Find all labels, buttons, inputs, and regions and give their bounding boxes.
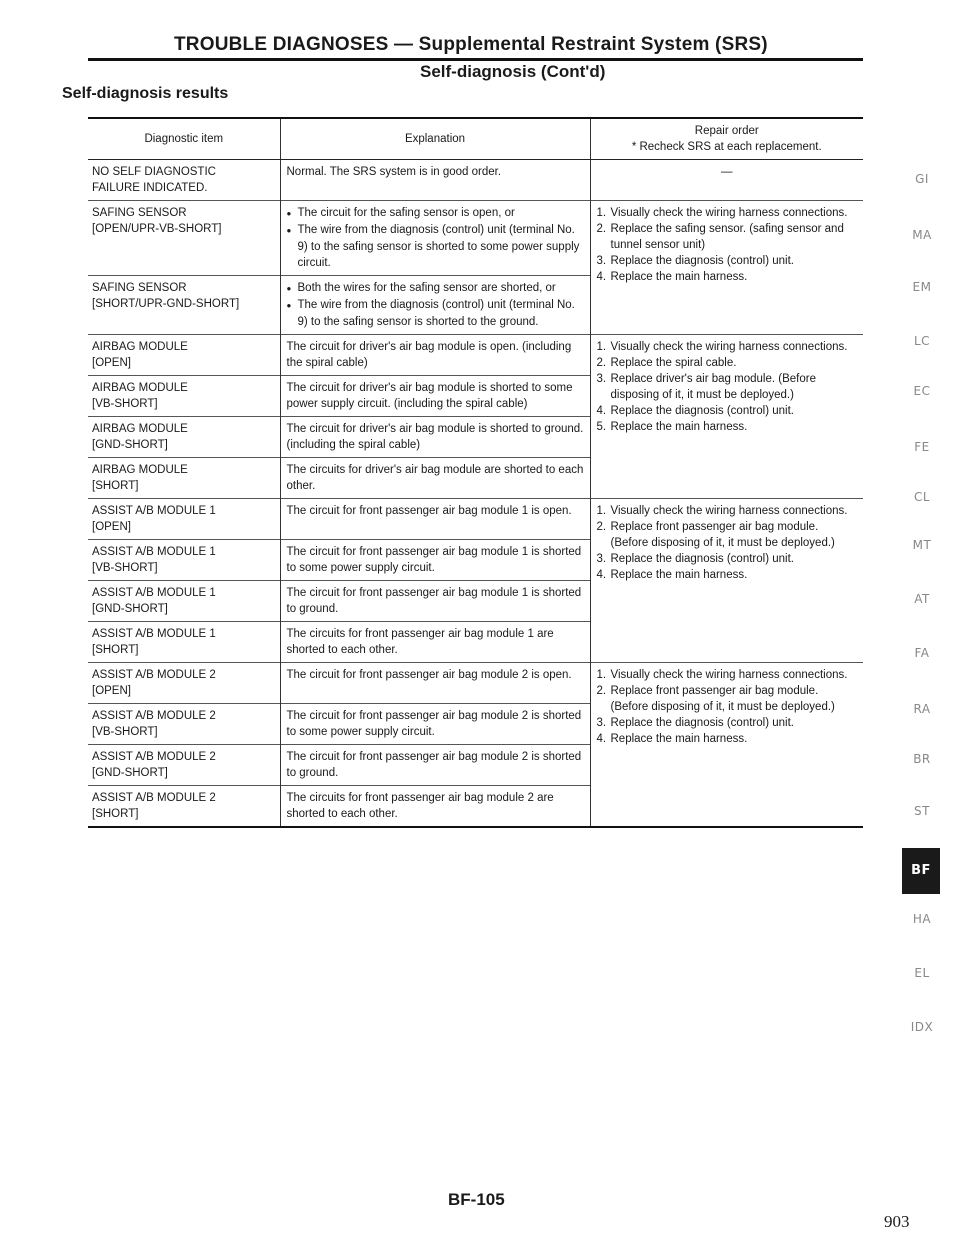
explanation-text: The circuit for driver's air bag module is shorted to some power supply circuit. (including the spiral cable) [286, 382, 573, 410]
explanation-cell [280, 745, 590, 786]
diagnostic-item-text: [GND-SHORT] [92, 603, 168, 615]
diagnostic-item-text: [GND-SHORT] [92, 439, 168, 451]
diagnostic-item-text: ASSIST A/B MODULE 2 [92, 669, 216, 681]
repair-order-cell [590, 201, 863, 335]
repair-step [597, 371, 858, 403]
diagnostic-item-cell [88, 458, 280, 499]
explanation-text: The circuits for front passenger air bag module 1 are shorted to each other. [286, 628, 554, 656]
repair-step-number: 4. [596, 405, 607, 417]
explanation-cell [280, 663, 590, 704]
diagnostic-item-text: [VB-SHORT] [92, 562, 158, 574]
table-header-row [88, 118, 863, 160]
explanation-text: The circuit for front passenger air bag module 2 is shorted to ground. [286, 751, 582, 779]
explanation-cell [280, 276, 590, 335]
diagnostic-item-text: [SHORT/UPR-GND-SHORT] [92, 298, 240, 310]
explanation-text: The wire from the diagnosis (control) unit (terminal No. 9) to the safing sensor is shorted to the ground. [297, 299, 575, 328]
section-tab-lc[interactable]: LC [913, 334, 931, 348]
repair-step [597, 551, 858, 567]
repair-step [597, 269, 858, 285]
repair-step [597, 667, 858, 683]
explanation-text: The circuit for the safing sensor is open, or [297, 207, 515, 219]
section-tab-ma[interactable]: MA [912, 228, 932, 242]
diagnostic-item-text: FAILURE INDICATED. [92, 182, 208, 194]
diagnostic-item-text: ASSIST A/B MODULE 2 [92, 710, 216, 722]
diagnostic-item-text: AIRBAG MODULE [92, 341, 188, 353]
table-row [88, 335, 863, 376]
repair-step-text: Replace the safing sensor. (safing sensor and tunnel sensor unit) [610, 223, 844, 251]
repair-step-number: 4. [596, 569, 607, 581]
explanation-text: Normal. The SRS system is in good order. [286, 166, 502, 178]
repair-step-number: 1. [596, 207, 607, 219]
explanation-text: The circuit for front passenger air bag module 1 is open. [286, 505, 572, 517]
explanation-text: The circuits for front passenger air bag module 2 are shorted to each other. [286, 792, 554, 820]
section-tab-ra[interactable]: RA [913, 702, 931, 716]
diagnostic-item-text: [GND-SHORT] [92, 767, 168, 779]
bullet-icon: ● [286, 301, 292, 310]
repair-step-text: Replace the main harness. [610, 569, 748, 581]
explanation-text: The circuit for driver's air bag module is open. (including the spiral cable) [286, 341, 572, 369]
diagnostic-item-text: [VB-SHORT] [92, 398, 158, 410]
explanation-cell [280, 540, 590, 581]
repair-step-number: 1. [596, 341, 607, 353]
section-tab-br[interactable]: BR [913, 752, 931, 766]
section-title: Self-diagnosis results [62, 85, 229, 102]
repair-step [597, 419, 858, 435]
repair-step [597, 519, 858, 551]
diagnostic-item-text: [OPEN] [92, 357, 131, 369]
diagnostic-item-text: ASSIST A/B MODULE 1 [92, 628, 216, 640]
repair-order-none: — [721, 166, 733, 178]
diagnostic-item-text: ASSIST A/B MODULE 1 [92, 587, 216, 599]
section-tab-em[interactable]: EM [912, 280, 932, 294]
explanation-cell [280, 499, 590, 540]
explanation-text: The circuit for front passenger air bag module 2 is shorted to some power supply circuit. [286, 710, 582, 738]
section-tab-bf[interactable]: BF [902, 848, 940, 894]
diagnostic-item-text: [OPEN] [92, 685, 131, 697]
repair-step-text: Replace the main harness. [610, 733, 748, 745]
repair-step [597, 683, 858, 715]
repair-step-number: 2. [596, 521, 607, 533]
repair-step-text: Replace front passenger air bag module. (Before disposing of it, it must be deployed.) [610, 685, 835, 713]
diagnostic-item-text: NO SELF DIAGNOSTIC [92, 166, 216, 178]
repair-step [597, 339, 858, 355]
repair-step-text: Replace the diagnosis (control) unit. [610, 553, 794, 565]
diagnostic-item-text: AIRBAG MODULE [92, 423, 188, 435]
explanation-cell [280, 786, 590, 828]
diagnostic-item-cell [88, 622, 280, 663]
section-tab-st[interactable]: ST [914, 804, 930, 818]
repair-step-text: Visually check the wiring harness connections. [610, 207, 848, 219]
section-tab-mt[interactable]: MT [912, 538, 932, 552]
diagnostic-item-text: AIRBAG MODULE [92, 382, 188, 394]
diagnostic-item-text: ASSIST A/B MODULE 1 [92, 505, 216, 517]
section-tab-at[interactable]: AT [914, 592, 930, 606]
repair-step-number: 2. [596, 223, 607, 235]
repair-step-number: 3. [596, 553, 607, 565]
sheet-number: 903 [884, 1212, 910, 1231]
diagnostic-item-cell [88, 540, 280, 581]
diagnostic-item-cell [88, 417, 280, 458]
explanation-cell [280, 160, 590, 201]
bullet-icon: ● [286, 209, 292, 218]
repair-step [597, 403, 858, 419]
section-tab-cl[interactable]: CL [913, 490, 931, 504]
table-row [88, 201, 863, 276]
repair-step-number: 4. [596, 733, 607, 745]
section-tab-gi[interactable]: GI [915, 172, 929, 186]
repair-step-text: Replace the diagnosis (control) unit. [610, 255, 794, 267]
explanation-cell [280, 704, 590, 745]
diagnostic-item-cell [88, 704, 280, 745]
explanation-text: Both the wires for the safing sensor are shorted, or [297, 282, 556, 294]
section-tab-ec[interactable]: EC [913, 384, 931, 398]
explanation-text: The circuit for front passenger air bag module 1 is shorted to some power supply circuit. [286, 546, 582, 574]
diagnostic-item-cell [88, 201, 280, 276]
recheck-note: * Recheck SRS at each replacement. [631, 141, 822, 153]
repair-step [597, 567, 858, 583]
repair-order-title: Repair order [694, 125, 759, 137]
repair-step [597, 253, 858, 269]
bullet-icon: ● [286, 284, 292, 293]
repair-step-number: 2. [596, 357, 607, 369]
section-tab-idx[interactable]: IDX [910, 1020, 934, 1034]
diagnostic-item-text: [SHORT] [92, 808, 139, 820]
repair-step-number: 5. [596, 421, 607, 433]
repair-step [597, 355, 858, 371]
diagnostic-item-text: AIRBAG MODULE [92, 464, 188, 476]
repair-step [597, 715, 858, 731]
repair-step-text: Replace the main harness. [610, 421, 748, 433]
explanation-text: The circuit for driver's air bag module is shorted to ground. (including the spiral cable) [286, 423, 584, 451]
section-tab-el[interactable]: EL [914, 966, 930, 980]
repair-step-text: Replace front passenger air bag module. (Before disposing of it, it must be deployed.) [610, 521, 835, 549]
repair-step [597, 731, 858, 747]
section-tab-ha[interactable]: HA [912, 912, 932, 926]
diagnostic-item-text: [SHORT] [92, 480, 139, 492]
repair-step-number: 4. [596, 271, 607, 283]
diagnostic-item-cell [88, 786, 280, 828]
diagnostic-item-cell [88, 663, 280, 704]
diagnostic-item-text: SAFING SENSOR [92, 282, 187, 294]
diagnostic-item-text: ASSIST A/B MODULE 1 [92, 546, 216, 558]
col-header-explanation: Explanation [280, 118, 590, 160]
table-body [88, 160, 863, 828]
explanation-text: The circuit for front passenger air bag module 1 is shorted to ground. [286, 587, 582, 615]
explanation-cell [280, 335, 590, 376]
repair-step-text: Replace the spiral cable. [610, 357, 737, 369]
repair-step [597, 205, 858, 221]
repair-step-number: 2. [596, 685, 607, 697]
col-header-diagnostic-item: Diagnostic item [88, 118, 280, 160]
section-tab-fa[interactable]: FA [914, 646, 930, 660]
repair-order-cell [590, 499, 863, 663]
explanation-text: The circuit for front passenger air bag module 2 is open. [286, 669, 572, 681]
repair-step-number: 3. [596, 255, 607, 267]
diagnostic-item-text: [VB-SHORT] [92, 726, 158, 738]
repair-step-number: 3. [596, 717, 607, 729]
diagnostic-item-cell [88, 160, 280, 201]
header-rule [88, 58, 863, 61]
diagnostic-item-cell [88, 581, 280, 622]
diagnostic-item-cell [88, 745, 280, 786]
repair-step-text: Replace the diagnosis (control) unit. [610, 717, 794, 729]
diagnostic-item-text: [OPEN/UPR-VB-SHORT] [92, 223, 222, 235]
repair-step-text: Visually check the wiring harness connections. [610, 341, 848, 353]
diagnostic-item-text: [OPEN] [92, 521, 131, 533]
bullet-icon: ● [286, 226, 292, 235]
explanation-cell [280, 622, 590, 663]
table-row [88, 160, 863, 201]
repair-step-text: Replace driver's air bag module. (Before disposing of it, it must be deployed.) [610, 373, 816, 401]
page-number: BF-105 [448, 1190, 505, 1209]
repair-step-text: Visually check the wiring harness connections. [610, 505, 848, 517]
explanation-cell [280, 458, 590, 499]
page-header-subtitle: Self-diagnosis (Cont'd) [420, 62, 606, 81]
repair-step [597, 503, 858, 519]
diagnostic-item-cell [88, 376, 280, 417]
repair-step [597, 221, 858, 253]
explanation-text: The circuits for driver's air bag module are shorted to each other. [286, 464, 584, 492]
explanation-cell [280, 581, 590, 622]
repair-step-number: 1. [596, 505, 607, 517]
table-row [88, 499, 863, 540]
diagnostic-item-cell [88, 499, 280, 540]
explanation-cell [280, 376, 590, 417]
explanation-text: The wire from the diagnosis (control) unit (terminal No. 9) to the safing sensor is shorted to some power supply circuit. [297, 224, 580, 269]
repair-step-number: 3. [596, 373, 607, 385]
diagnostic-item-text: [SHORT] [92, 644, 139, 656]
col-header-repair-order [590, 118, 863, 160]
self-diagnosis-table [88, 117, 863, 828]
diagnostic-item-text: SAFING SENSOR [92, 207, 187, 219]
diagnostic-item-cell [88, 276, 280, 335]
diagnostic-item-cell [88, 335, 280, 376]
explanation-cell [280, 201, 590, 276]
repair-order-cell [590, 160, 863, 201]
section-tab-fe[interactable]: FE [914, 440, 930, 454]
repair-step-text: Visually check the wiring harness connections. [610, 669, 848, 681]
repair-step-text: Replace the main harness. [610, 271, 748, 283]
repair-order-cell [590, 335, 863, 499]
repair-step-text: Replace the diagnosis (control) unit. [610, 405, 794, 417]
diagnostic-item-text: ASSIST A/B MODULE 2 [92, 751, 216, 763]
explanation-cell [280, 417, 590, 458]
page-header-title: TROUBLE DIAGNOSES — Supplemental Restraint System (SRS) [174, 34, 768, 55]
repair-step-number: 1. [596, 669, 607, 681]
repair-order-cell [590, 663, 863, 828]
diagnostic-item-text: ASSIST A/B MODULE 2 [92, 792, 216, 804]
table-row [88, 663, 863, 704]
